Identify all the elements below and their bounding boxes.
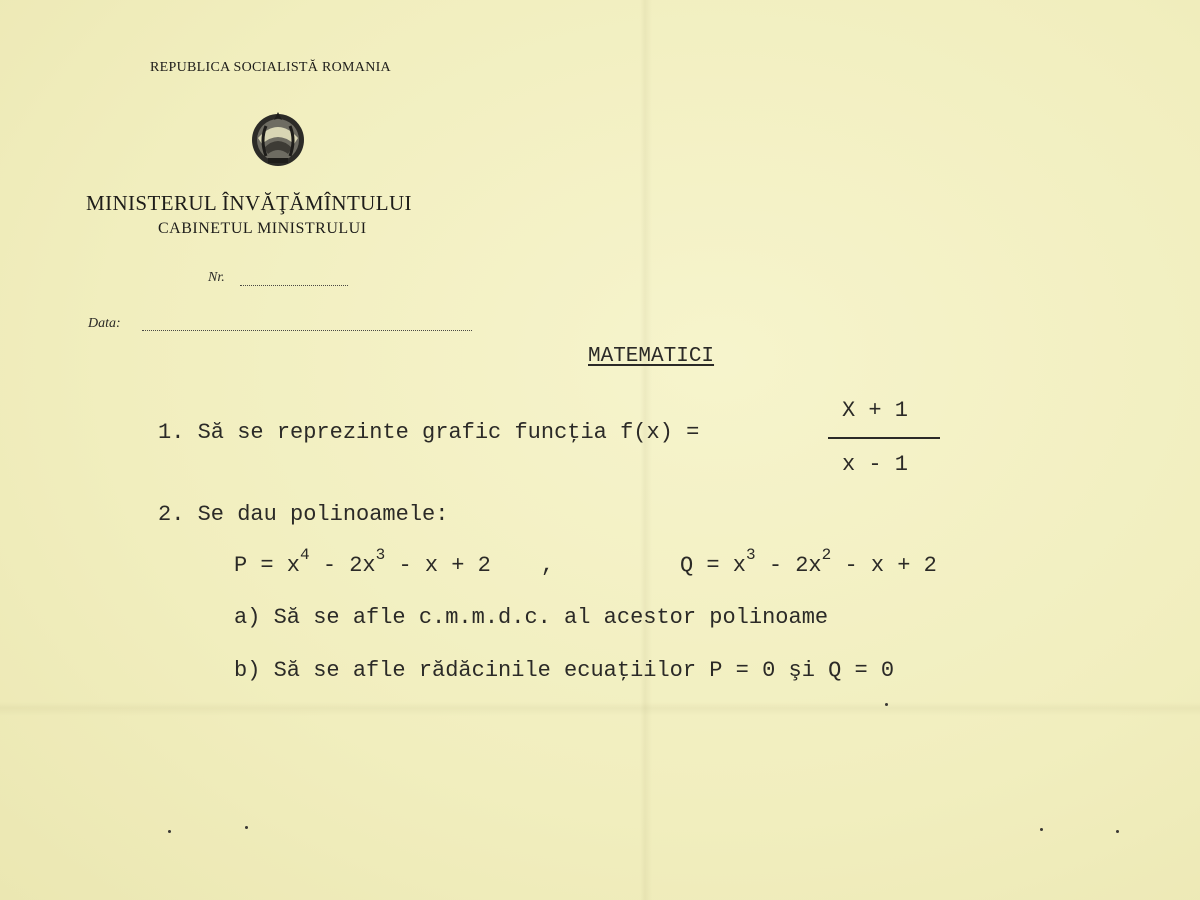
letterhead-cabinet: CABINETUL MINISTRULUI <box>158 220 367 237</box>
fraction-denominator: x - 1 <box>842 452 909 477</box>
document-title: MATEMATICI <box>588 345 715 368</box>
poly-p-exp2: 3 <box>375 545 386 564</box>
nr-label: Nr. <box>208 270 225 285</box>
paper-speck <box>245 826 248 829</box>
poly-separator: , <box>540 553 555 578</box>
poly-p-exp1: 4 <box>300 545 310 564</box>
fraction-numerator: X + 1 <box>842 398 909 423</box>
subproblem-b: b) Să se afle rădăcinile ecuaţiilor P = 0 şi Q = 0 <box>234 658 895 683</box>
fraction-bar <box>828 437 940 439</box>
polynomial-q <box>680 545 937 578</box>
nr-blank-line <box>240 285 348 286</box>
poly-q-lhs: Q = x <box>680 553 747 578</box>
paper-speck <box>885 703 888 706</box>
poly-p-lhs: P = x <box>234 553 301 578</box>
poly-q-exp1: 3 <box>746 545 756 564</box>
data-label: Data: <box>88 316 121 331</box>
poly-p-rest: - x + 2 <box>385 553 491 578</box>
paper-speck <box>1040 828 1043 831</box>
letterhead-ministry: MINISTERUL ÎNVĂŢĂMÎNTULUI <box>86 191 412 215</box>
subproblem-a: a) Să se afle c.m.m.d.c. al acestor polinoame <box>234 605 829 630</box>
data-blank-line <box>142 330 472 331</box>
letterhead-republic: REPUBLICA SOCIALISTĂ ROMANIA <box>150 60 391 75</box>
poly-q-mid: - 2x <box>755 553 822 578</box>
problem-1-text: 1. Să se reprezinte grafic funcţia f(x) = <box>158 420 700 445</box>
problem-2-text: 2. Se dau polinoamele: <box>158 502 449 527</box>
paper-speck <box>1116 830 1119 833</box>
poly-q-exp2: 2 <box>821 545 832 564</box>
paper-speck <box>168 830 171 833</box>
polynomial-p <box>234 545 555 578</box>
coat-of-arms-icon <box>248 104 308 168</box>
poly-q-rest: - x + 2 <box>831 553 937 578</box>
poly-p-mid: - 2x <box>309 553 376 578</box>
